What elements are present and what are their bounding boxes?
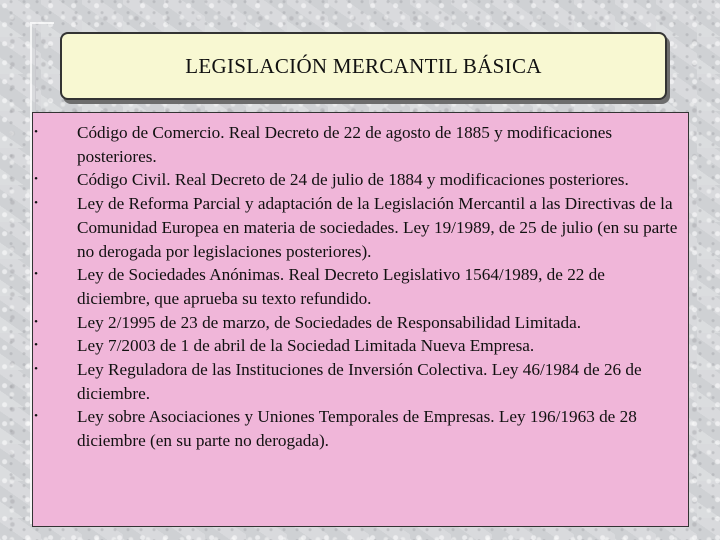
bullet-icon: • — [34, 315, 38, 328]
list-item — [33, 192, 688, 263]
legislation-list — [33, 121, 688, 453]
list-item — [33, 263, 688, 310]
list-item-text: Ley sobre Asociaciones y Uniones Temporales de Empresas. Ley 196/1963 de 28 diciembre (en su parte no derogada). — [77, 407, 637, 451]
list-item-text: Ley 7/2003 de 1 de abril de la Sociedad Limitada Nueva Empresa. — [77, 336, 535, 356]
list-item-text: Código de Comercio. Real Decreto de 22 de agosto de 1885 y modificaciones posteriores. — [77, 123, 613, 166]
list-item-text: Ley de Reforma Parcial y adaptación de la Legislación Mercantil a las Directivas de la Comunidad Europea en materia de sociedades. Ley 19/1989, de 25 de julio (en su parte no derogada por legislaciones posteriores). — [77, 194, 678, 261]
bullet-icon: • — [34, 126, 38, 138]
bullet-icon: • — [34, 268, 38, 281]
list-item-text: Ley 2/1995 de 23 de marzo, de Sociedades de Responsabilidad Limitada. — [77, 312, 582, 332]
bullet-icon: • — [34, 197, 38, 210]
list-item-text: Ley de Sociedades Anónimas. Real Decreto Legislativo 1564/1989, de 22 de diciembre, que aprueba su texto refundido. — [77, 265, 605, 308]
list-item — [33, 405, 688, 452]
list-item-text: Código Civil. Real Decreto de 24 de julio de 1884 y modificaciones posteriores. — [77, 170, 629, 190]
bullet-icon: • — [34, 173, 38, 186]
content-box — [32, 112, 689, 527]
slide-title: LEGISLACIÓN MERCANTIL BÁSICA — [185, 53, 542, 78]
list-item-text: Ley Reguladora de las Instituciones de Inversión Colectiva. Ley 46/1984 de 26 de diciembre. — [77, 360, 642, 403]
bullet-icon: • — [34, 339, 38, 352]
list-item — [33, 311, 688, 335]
list-item — [33, 334, 688, 358]
bullet-icon: • — [34, 363, 38, 376]
title-box — [60, 32, 667, 100]
list-item — [33, 121, 688, 168]
list-item — [33, 168, 688, 192]
bullet-icon: • — [34, 410, 38, 423]
list-item — [33, 358, 688, 405]
